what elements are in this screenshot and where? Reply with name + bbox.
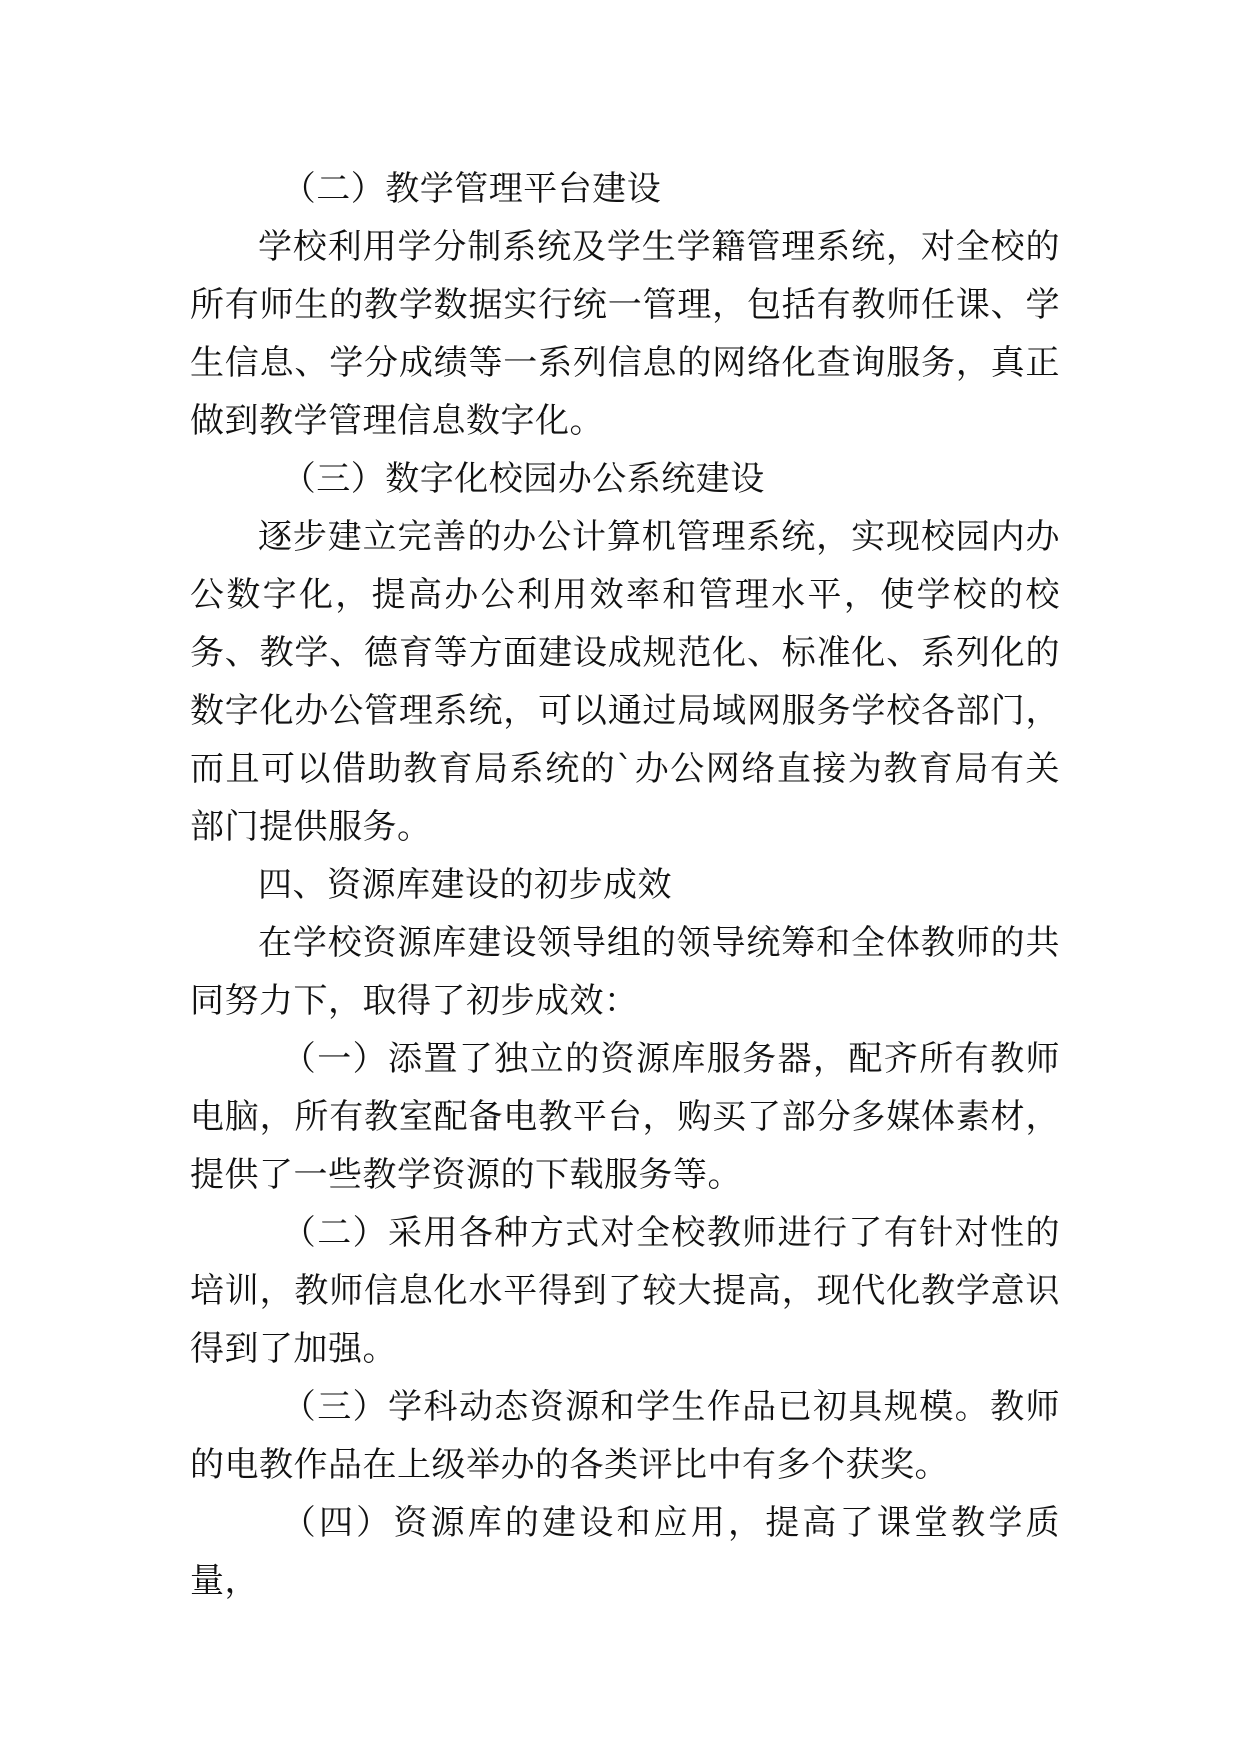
- paragraph-results-intro: 在学校资源库建设领导组的领导统筹和全体教师的共同努力下，取得了初步成效：: [190, 923, 1060, 1021]
- paragraph-result-4: （四）资源库的建设和应用，提高了课堂教学质量，: [190, 1503, 1060, 1601]
- section-heading-teaching-platform: （二）教学管理平台建设: [281, 169, 662, 209]
- section-heading-results: 四、资源库建设的初步成效: [258, 865, 672, 905]
- document-body: [190, 160, 1060, 1610]
- paragraph-teaching-platform: 学校利用学分制系统及学生学籍管理系统，对全校的所有师生的教学数据实行统一管理，包括有教师任课、学生信息、学分成绩等一系列信息的网络化查询服务，真正做到教学管理信息数字化。: [190, 227, 1060, 441]
- paragraph-result-3: （三）学科动态资源和学生作品已初具规模。教师的电教作品在上级举办的各类评比中有多个获奖。: [190, 1387, 1060, 1485]
- paragraph-office-system: 逐步建立完善的办公计算机管理系统，实现校园内办公数字化，提高办公利用效率和管理水平，使学校的校务、教学、德育等方面建设成规范化、标准化、系列化的数字化办公管理系统，可以通过局域网服务学校各部门，而且可以借助教育局系统的`办公网络直接为教育局有关部门提供服务。: [190, 517, 1060, 847]
- section-heading-office-system: （三）数字化校园办公系统建设: [281, 459, 765, 499]
- paragraph-result-1: （一）添置了独立的资源库服务器，配齐所有教师电脑，所有教室配备电教平台，购买了部分多媒体素材，提供了一些教学资源的下载服务等。: [190, 1039, 1060, 1195]
- paragraph-result-2: （二）采用各种方式对全校教师进行了有针对性的培训，教师信息化水平得到了较大提高，现代化教学意识得到了加强。: [190, 1213, 1060, 1369]
